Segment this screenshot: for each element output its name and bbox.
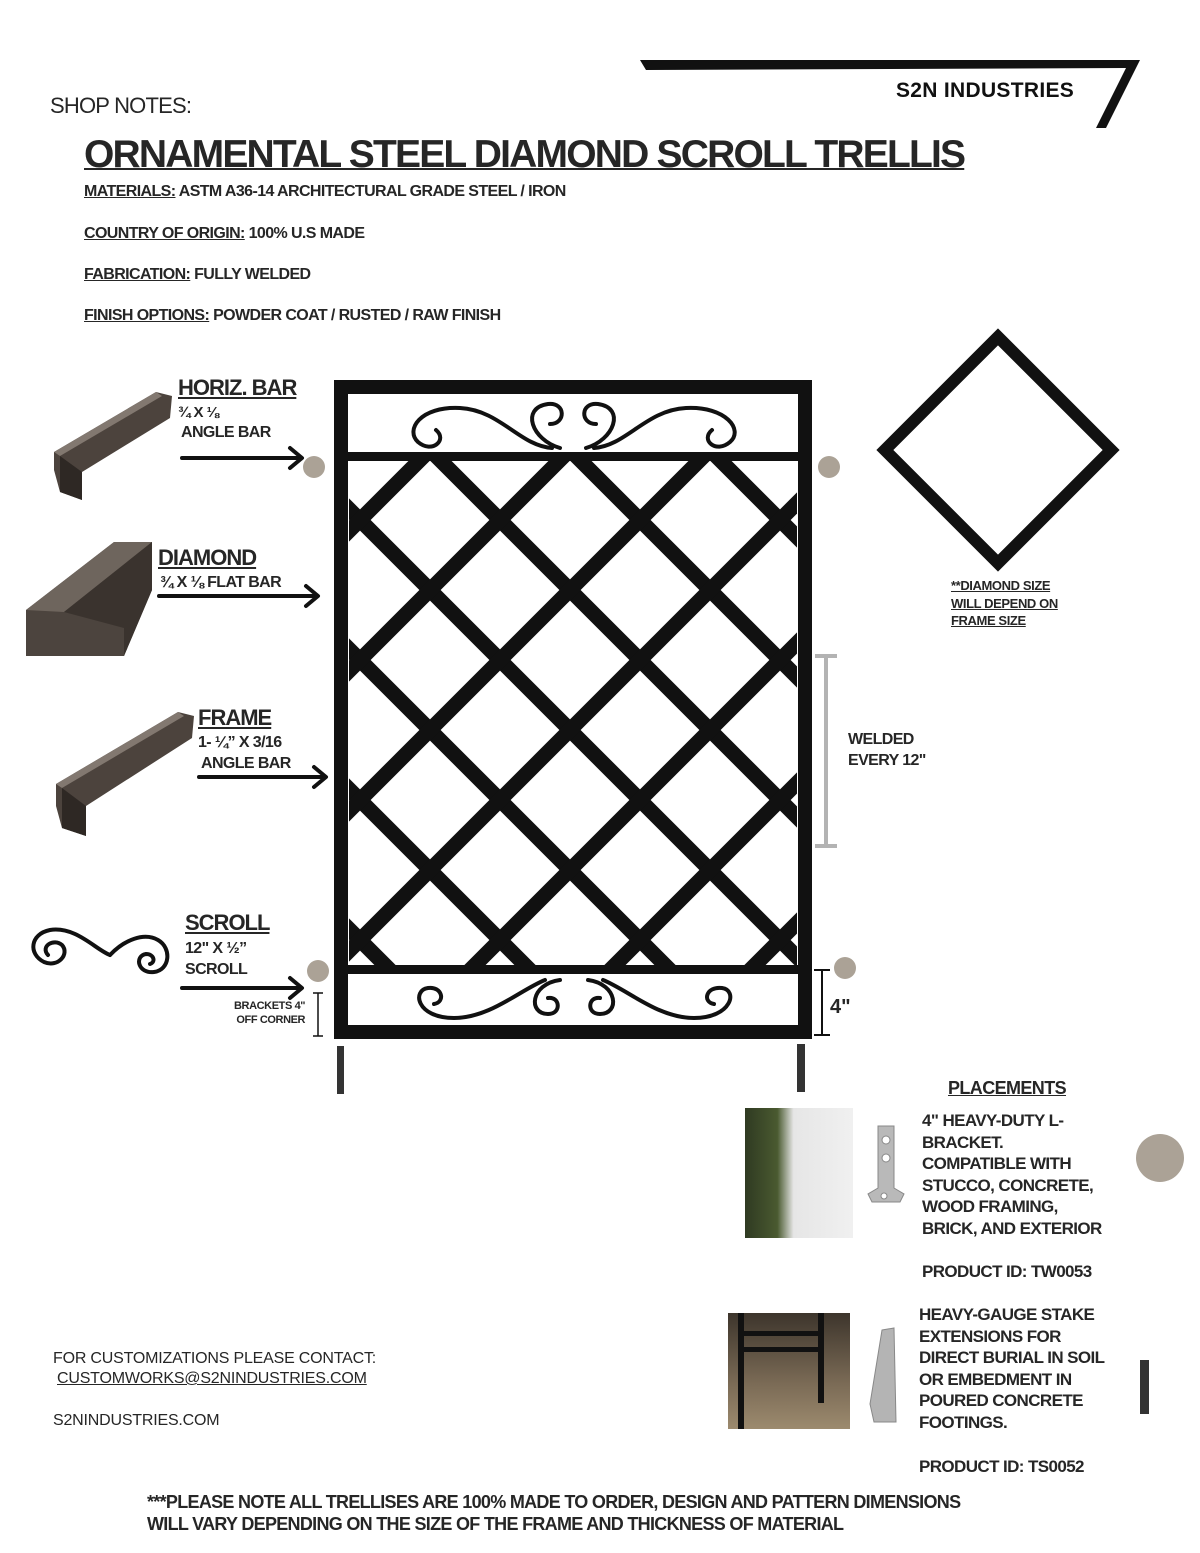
spec-label: FABRICATION: (84, 266, 191, 283)
bracket-line: COMPATIBLE WITH (922, 1154, 1072, 1173)
contact-email-link[interactable]: CUSTOMWORKS@S2NINDUSTRIES.COM (57, 1370, 367, 1387)
stake-line: OR EMBEDMENT IN (919, 1369, 1072, 1389)
stake-product-id: PRODUCT ID: TS0052 (919, 1457, 1084, 1476)
footer-note-line: WILL VARY DEPENDING ON THE SIZE OF THE FRAME AND THICKNESS OF MATERIAL (147, 1514, 844, 1534)
spec-label: MATERIALS: (84, 183, 176, 200)
welded-note-line: WELDED (848, 731, 914, 748)
horiz-bar-photo (50, 390, 175, 502)
welded-gauge (815, 656, 837, 846)
stake-line: HEAVY-GAUGE STAKE (919, 1305, 1095, 1324)
welded-note (848, 729, 926, 771)
brackets-note (234, 999, 305, 1027)
diamond-note-line: **DIAMOND SIZE (951, 578, 1051, 593)
frame-size: 1- ¼” X 3/16 (198, 734, 282, 751)
placements-heading: PLACEMENTS (948, 1078, 1067, 1098)
bracket-line: BRACKET. (922, 1132, 1004, 1152)
l-bracket-icon (864, 1122, 908, 1204)
shop-notes-label: SHOP NOTES: (50, 93, 192, 118)
stake-line: POURED CONCRETE (919, 1391, 1083, 1410)
diamond-size: ¾ X ⅛ FLAT BAR (160, 574, 282, 591)
brackets-note-line: BRACKETS 4" (234, 1000, 306, 1012)
right-stake-leg (797, 1044, 805, 1092)
diamond-note-line: WILL DEPEND ON (951, 595, 1058, 611)
diamond-shape (885, 337, 1111, 563)
spec-label: FINISH OPTIONS: (84, 307, 210, 324)
diamond-flat-bar-photo (24, 540, 154, 656)
spec-value: ASTM A36-14 ARCHITECTURAL GRADE STEEL / IRON (175, 183, 566, 200)
frame-title: FRAME (198, 705, 272, 730)
bracket-install-photo (745, 1108, 853, 1238)
bracket-product-id: PRODUCT ID: TW0053 (922, 1262, 1092, 1281)
mount-point-dot (307, 960, 329, 982)
bracket-line: 4" HEAVY-DUTY L- (922, 1111, 1064, 1130)
scroll-type: SCROLL (185, 961, 248, 978)
bottom-horiz-bar (348, 965, 798, 974)
mount-point-dot (818, 456, 840, 478)
footer-note-line: ***PLEASE NOTE ALL TRELLISES ARE 100% MADE TO ORDER, DESIGN AND PATTERN DIMENSIONS (147, 1492, 961, 1512)
horiz-bar-title: HORIZ. BAR (178, 375, 297, 400)
frame-type: ANGLE BAR (201, 755, 291, 772)
left-stake-leg (337, 1046, 344, 1094)
bracket-line: STUCCO, CONCRETE, (922, 1175, 1094, 1195)
horiz-bar-size: ¾ X ⅛ (178, 404, 219, 421)
mount-point-dot (303, 456, 325, 478)
brackets-note-line: OFF CORNER (236, 1014, 306, 1026)
scroll-title: SCROLL (185, 910, 270, 935)
stake-install-photo (728, 1313, 850, 1429)
stake-line: EXTENSIONS FOR (919, 1326, 1061, 1346)
diamond-title: DIAMOND (158, 545, 257, 570)
page-title: ORNAMENTAL STEEL DIAMOND SCROLL TRELLIS (84, 133, 965, 176)
scroll-sample (33, 930, 167, 973)
bracket-line: BRICK, AND EXTERIOR (922, 1218, 1102, 1238)
scroll-size: 12" X ½” (185, 940, 247, 957)
website-link[interactable]: S2NINDUSTRIES.COM (53, 1412, 220, 1429)
horiz-bar-type: ANGLE BAR (181, 424, 271, 441)
spec-value: FULLY WELDED (190, 266, 311, 283)
four-inch-gauge (814, 970, 830, 1035)
footer-note (147, 1491, 960, 1535)
contact-prompt: FOR CUSTOMIZATIONS PLEASE CONTACT: (53, 1350, 377, 1367)
bracket-gauge (313, 993, 323, 1036)
brand-name: S2N INDUSTRIES (896, 79, 1075, 102)
mount-point-dot (834, 957, 856, 979)
stake-description (919, 1304, 1104, 1433)
mount-point-dot (1136, 1134, 1184, 1182)
top-horiz-bar (348, 452, 798, 461)
bracket-description (922, 1110, 1102, 1239)
spec-value: POWDER COAT / RUSTED / RAW FINISH (209, 307, 501, 324)
spec-label: COUNTRY OF ORIGIN: (84, 225, 245, 242)
diamond-note-line: FRAME SIZE (951, 613, 1026, 628)
welded-note-line: EVERY 12" (848, 752, 926, 769)
top-scroll-ornament (413, 404, 734, 448)
diamond-size-note (951, 577, 1058, 630)
spec-value: 100% U.S MADE (244, 225, 365, 242)
bottom-scroll-ornament (419, 980, 730, 1018)
bracket-line: WOOD FRAMING, (922, 1197, 1058, 1216)
stake-line: DIRECT BURIAL IN SOIL (919, 1348, 1105, 1367)
frame-angle-bar-photo (52, 708, 197, 840)
stake-extension-icon (866, 1326, 902, 1426)
four-inch-label: 4" (830, 996, 851, 1018)
stake-marker (1140, 1360, 1149, 1414)
stake-line: FOOTINGS. (919, 1412, 1008, 1432)
